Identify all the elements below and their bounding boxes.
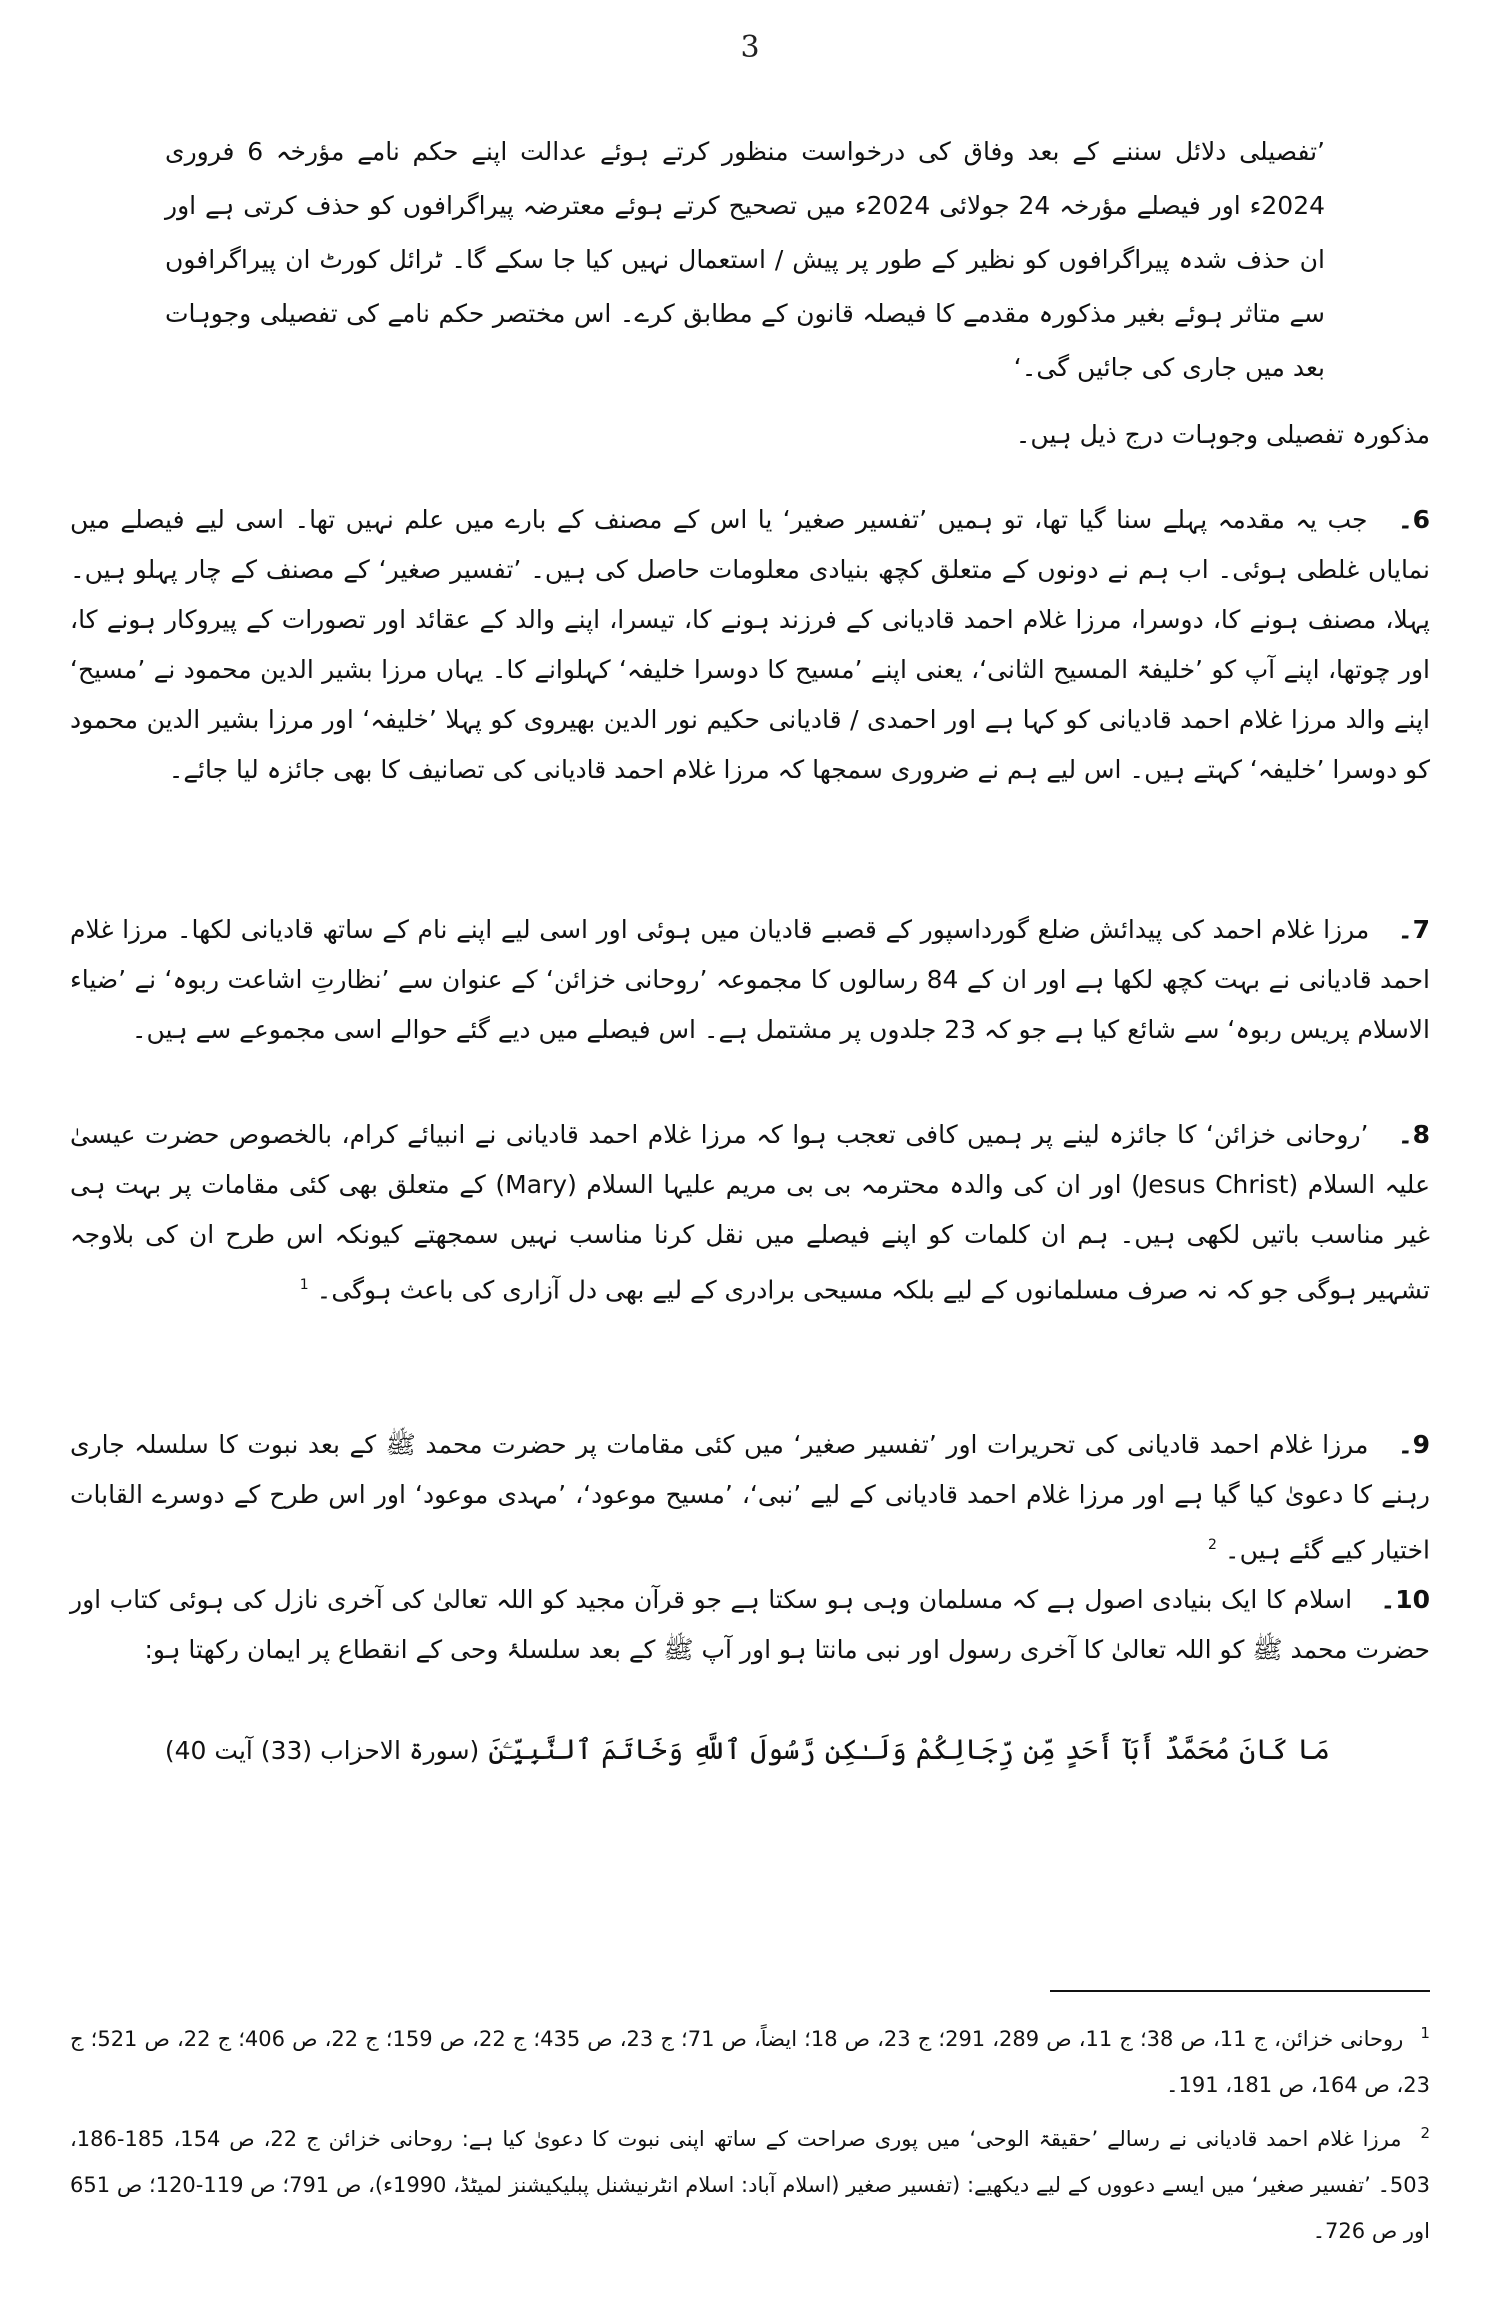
- paragraph-number: 9۔: [1397, 1430, 1430, 1459]
- quran-verse: [70, 1720, 1330, 1781]
- footnote-text: مرزا غلام احمد قادیانی نے رسالے ’حقیقۃ الوحی‘ میں پوری صراحت کے ساتھ اپنی نبوت کا دعویٰ کیا ہے: روحانی خزائن ج 22، ص 154، 185-186، 503۔ ’تفسیر صغیر‘ میں ایسے دعووں کے لیے دیکھیے: (تفسیر صغیر (اسلام آباد: اسلام انٹرنیشنل پبلیکیشنز لمیٹڈ، 1990ء)، ص 791؛ ص 119-120؛ ص 651 اور ص 726۔: [70, 2127, 1430, 2243]
- footnote-number: 2: [1420, 2124, 1430, 2142]
- paragraph-text: اسلام کا ایک بنیادی اصول ہے کہ مسلمان وہی ہو سکتا ہے جو قرآن مجید کو اللہ تعالیٰ کی آخری نازل کی ہوئی کتاب اور حضرت محمد ﷺ کو اللہ تعالیٰ کا آخری رسول اور نبی مانتا ہو اور آپ ﷺ کے بعد سلسلۂ وحی کے انقطاع پر ایمان رکھتا ہو:: [70, 1585, 1430, 1664]
- latin-term: (Jesus Christ): [1131, 1170, 1299, 1199]
- footnote-separator: [1050, 1990, 1430, 1992]
- paragraph-text: مرزا غلام احمد کی پیدائش ضلع گورداسپور کے قصبے قادیان میں ہوئی اور اسی لیے اپنے نام کے ساتھ قادیانی لکھا۔ مرزا غلام احمد قادیانی نے بہت کچھ لکھا ہے اور ان کے 84 رسالوں کا مجموعہ ’روحانی خزائن‘ کے عنوان سے ’نظارتِ اشاعت ربوہ‘ نے ’ضیاء الاسلام پریس ربوہ‘ سے شائع کیا ہے جو کہ 23 جلدوں پر مشتمل ہے۔ اس فیصلے میں دیے گئے حوالے اسی مجموعے سے ہیں۔: [70, 915, 1430, 1044]
- footnote-ref[interactable]: 2: [1208, 1537, 1217, 1553]
- verse-reference: (سورۃ الاحزاب (33) آیت 40): [164, 1736, 480, 1765]
- paragraph-number: 10۔: [1380, 1585, 1430, 1614]
- quoted-short-order: ’تفصیلی دلائل سننے کے بعد وفاق کی درخواست منظور کرتے ہوئے عدالت اپنے حکم نامے مؤرخہ 6 فروری 2024ء اور فیصلے مؤرخہ 24 جولائی 2024ء میں تصحیح کرتے ہوئے معترضہ پیراگرافوں کو حذف کرتی ہے اور ان حذف شدہ پیراگرافوں کو نظیر کے طور پر پیش / استعمال نہیں کیا جا سکے گا۔ ٹرائل کورٹ ان پیراگرافوں سے متاثر ہوئے بغیر مذکورہ مقدمے کا فیصلہ قانون کے مطابق کرے۔ اس مختصر حکم نامے کی تفصیلی وجوہات بعد میں جاری کی جائیں گی۔‘: [165, 137, 1326, 382]
- paragraph-9: [70, 1420, 1430, 1575]
- page-number: 3: [740, 30, 760, 65]
- footnote-2: [70, 2110, 1430, 2254]
- paragraph-number: 7۔: [1397, 915, 1430, 944]
- footnote-text: روحانی خزائن، ج 11، ص 38؛ ج 11، ص 289، 291؛ ج 23، ص 18؛ ایضاً، ص 71؛ ج 23، ص 435؛ ج 22، ص 159؛ ج 22، ص 406؛ ج 22، ص 521؛ ج 23، ص 164، ص 181، 191۔: [70, 2027, 1430, 2097]
- paragraph-number: 6۔: [1397, 505, 1430, 534]
- footnote-1: [70, 2010, 1430, 2108]
- paragraph-text: جب یہ مقدمہ پہلے سنا گیا تھا، تو ہمیں ’تفسیر صغیر‘ یا اس کے مصنف کے بارے میں علم نہیں تھا۔ اسی لیے فیصلے میں نمایاں غلطی ہوئی۔ اب ہم نے دونوں کے متعلق کچھ بنیادی معلومات حاصل کی ہیں۔ ’تفسیر صغیر‘ کے مصنف کے چار پہلو ہیں۔ پہلا، مصنف ہونے کا، دوسرا، مرزا غلام احمد قادیانی کے فرزند ہونے کا، تیسرا، اپنے والد کے عقائد اور تصورات کے پیروکار ہونے کا، اور چوتھا، اپنے آپ کو ’خلیفۃ المسیح الثانی‘، یعنی اپنے ’مسیح کا دوسرا خلیفہ‘ کہلوانے کا۔ یہاں مرزا بشیر الدین محمود نے ’مسیح‘ اپنے والد مرزا غلام احمد قادیانی کو کہا ہے اور احمدی / قادیانی حکیم نور الدین بھیروی کو پہلا ’خلیفہ‘ اور مرزا بشیر الدین محمود کو دوسرا ’خلیفہ‘ کہتے ہیں۔ اس لیے ہم نے ضروری سمجھا کہ مرزا غلام احمد قادیانی کی تصانیف کا بھی جائزہ لیا جائے۔: [70, 505, 1430, 784]
- paragraph-text: ’روحانی خزائن‘ کا جائزہ لینے پر ہمیں کافی تعجب ہوا کہ مرزا غلام احمد قادیانی نے انبیائے کرام، بالخصوص حضرت عیسیٰ علیہ السلام: [70, 1120, 1430, 1199]
- footnote-ref[interactable]: 1: [299, 1277, 309, 1293]
- paragraph-8: [70, 1110, 1430, 1315]
- paragraph-text: اور ان کی والدہ محترمہ بی بی مریم علیہا السلام: [586, 1170, 1122, 1199]
- paragraph-6: [70, 495, 1430, 795]
- paragraph-10: [70, 1575, 1430, 1675]
- paragraph-number: 8۔: [1397, 1120, 1430, 1149]
- paragraph-7: [70, 905, 1430, 1055]
- footnote-number: 1: [1420, 2024, 1430, 2042]
- intro-line: مذکورہ تفصیلی وجوہات درج ذیل ہیں۔: [1015, 420, 1430, 449]
- paragraph-text: مرزا غلام احمد قادیانی کی تحریرات اور ’تفسیر صغیر‘ میں کئی مقامات پر حضرت محمد ﷺ کے بعد نبوت کا سلسلہ جاری رہنے کا دعویٰ کیا گیا ہے اور مرزا غلام احمد قادیانی کے لیے ’نبی‘، ’مسیح موعود‘، ’مہدی موعود‘ اور اس طرح کے دوسرے القابات اختیار کیے گئے ہیں۔: [70, 1430, 1430, 1565]
- verse-arabic: مَا كَانَ مُحَمَّدٌ أَبَآ أَحَدٍ مِّن رِّجَالِكُمْ وَلَـٰكِن رَّسُولَ ٱللَّهِ وَخَاتَمَ ٱلنَّبِيِّـۧنَ: [488, 1733, 1330, 1766]
- paragraph-text: کے متعلق بھی کئی مقامات پر بہت ہی غیر مناسب باتیں لکھی ہیں۔ ہم ان کلمات کو اپنے فیصلے میں نقل کرنا مناسب نہیں سمجھتے کیونکہ اس طرح ان کی بلاوجہ تشہیر ہوگی جو کہ نہ صرف مسلمانوں کے لیے بلکہ مسیحی برادری کے لیے بھی دل آزاری کی باعث ہوگی۔: [70, 1170, 1430, 1305]
- latin-term: (Mary): [495, 1170, 577, 1199]
